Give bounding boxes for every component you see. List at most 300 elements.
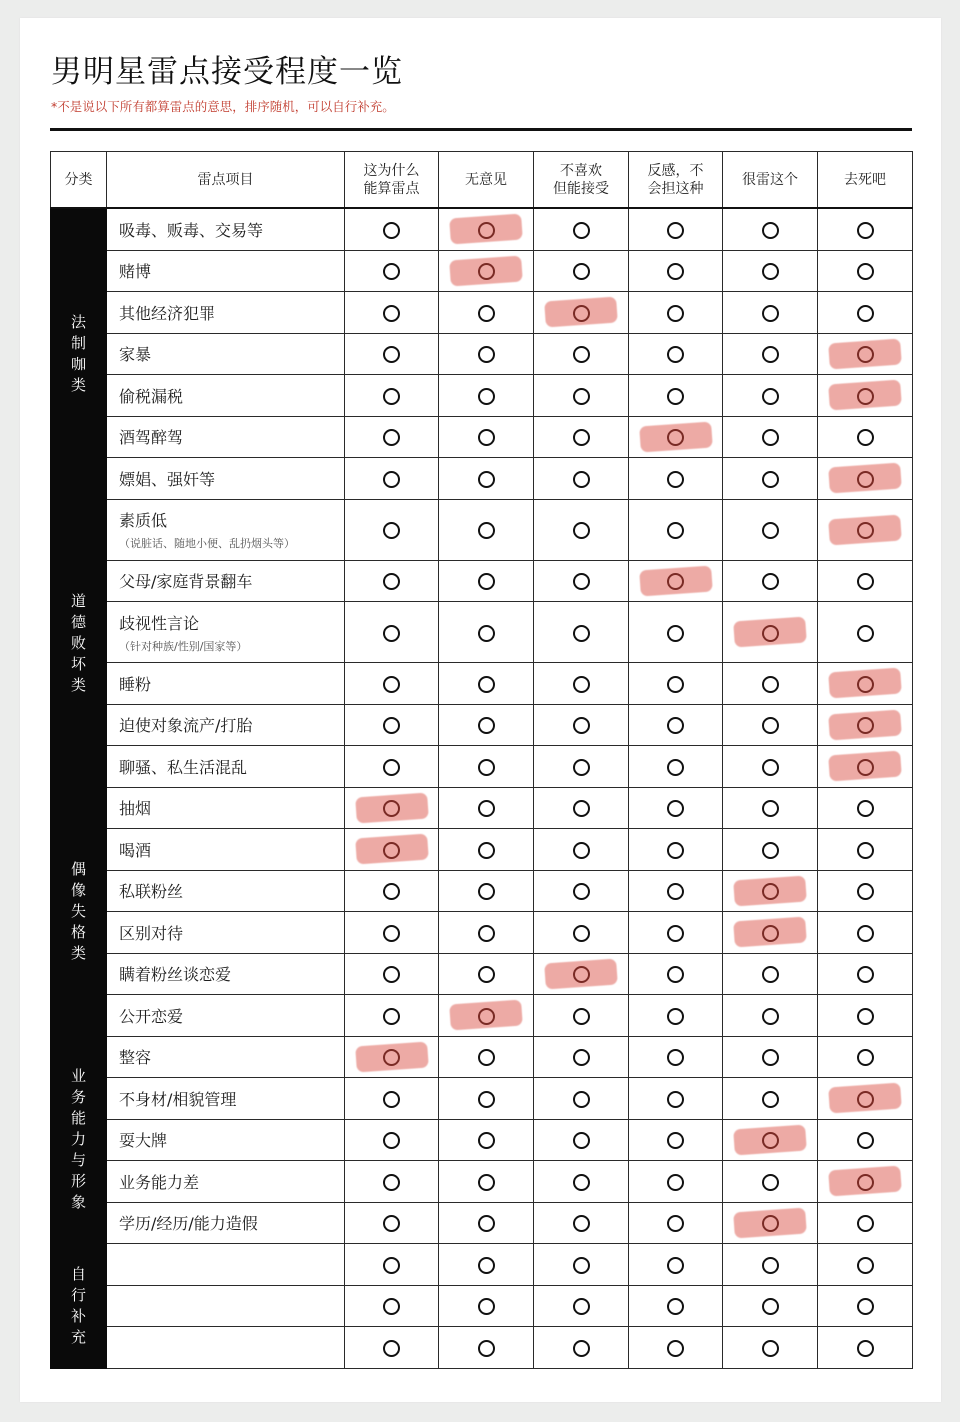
option-cell-very-bad[interactable] <box>723 787 818 829</box>
option-cell-no-opinion[interactable] <box>439 1119 534 1161</box>
option-cell-why[interactable] <box>345 829 439 871</box>
option-cell-dislike-accept[interactable] <box>534 1327 629 1369</box>
radio-circle-icon[interactable] <box>478 1174 495 1191</box>
radio-circle-icon[interactable] <box>478 676 495 693</box>
radio-circle-icon[interactable] <box>667 522 684 539</box>
option-cell-go-die[interactable] <box>818 375 913 417</box>
option-cell-very-bad[interactable] <box>723 704 818 746</box>
radio-circle-icon[interactable] <box>762 842 779 859</box>
radio-circle-icon[interactable] <box>857 1340 874 1357</box>
radio-circle-icon[interactable] <box>667 1008 684 1025</box>
radio-circle-icon[interactable] <box>573 263 590 280</box>
option-cell-why[interactable] <box>345 250 439 292</box>
option-cell-disgust[interactable] <box>629 416 723 458</box>
radio-circle-icon[interactable] <box>857 429 874 446</box>
radio-circle-icon[interactable] <box>478 1008 495 1025</box>
option-cell-why[interactable] <box>345 458 439 500</box>
radio-circle-icon[interactable] <box>478 1049 495 1066</box>
option-cell-why[interactable] <box>345 704 439 746</box>
radio-circle-icon[interactable] <box>857 471 874 488</box>
option-cell-go-die[interactable] <box>818 870 913 912</box>
radio-circle-icon[interactable] <box>667 1340 684 1357</box>
radio-circle-icon[interactable] <box>667 1174 684 1191</box>
radio-circle-icon[interactable] <box>667 1298 684 1315</box>
option-cell-dislike-accept[interactable] <box>534 1119 629 1161</box>
option-cell-very-bad[interactable] <box>723 912 818 954</box>
radio-circle-icon[interactable] <box>573 346 590 363</box>
option-cell-dislike-accept[interactable] <box>534 1202 629 1244</box>
option-cell-why[interactable] <box>345 560 439 602</box>
option-cell-no-opinion[interactable] <box>439 250 534 292</box>
option-cell-why[interactable] <box>345 1327 439 1369</box>
radio-circle-icon[interactable] <box>383 966 400 983</box>
option-cell-very-bad[interactable] <box>723 1078 818 1120</box>
option-cell-dislike-accept[interactable] <box>534 560 629 602</box>
radio-circle-icon[interactable] <box>762 471 779 488</box>
radio-circle-icon[interactable] <box>573 966 590 983</box>
option-cell-disgust[interactable] <box>629 602 723 663</box>
radio-circle-icon[interactable] <box>857 1215 874 1232</box>
radio-circle-icon[interactable] <box>762 676 779 693</box>
radio-circle-icon[interactable] <box>478 1298 495 1315</box>
option-cell-very-bad[interactable] <box>723 208 818 250</box>
radio-circle-icon[interactable] <box>857 522 874 539</box>
radio-circle-icon[interactable] <box>573 573 590 590</box>
option-cell-why[interactable] <box>345 208 439 250</box>
option-cell-no-opinion[interactable] <box>439 1244 534 1286</box>
option-cell-disgust[interactable] <box>629 499 723 560</box>
radio-circle-icon[interactable] <box>762 346 779 363</box>
option-cell-very-bad[interactable] <box>723 1202 818 1244</box>
option-cell-go-die[interactable] <box>818 787 913 829</box>
radio-circle-icon[interactable] <box>383 625 400 642</box>
radio-circle-icon[interactable] <box>762 1049 779 1066</box>
radio-circle-icon[interactable] <box>762 1215 779 1232</box>
radio-circle-icon[interactable] <box>478 925 495 942</box>
option-cell-why[interactable] <box>345 1119 439 1161</box>
radio-circle-icon[interactable] <box>573 1298 590 1315</box>
radio-circle-icon[interactable] <box>383 759 400 776</box>
option-cell-disgust[interactable] <box>629 1244 723 1286</box>
radio-circle-icon[interactable] <box>667 1215 684 1232</box>
radio-circle-icon[interactable] <box>573 305 590 322</box>
option-cell-no-opinion[interactable] <box>439 333 534 375</box>
radio-circle-icon[interactable] <box>667 676 684 693</box>
radio-circle-icon[interactable] <box>383 573 400 590</box>
option-cell-why[interactable] <box>345 333 439 375</box>
option-cell-no-opinion[interactable] <box>439 995 534 1037</box>
radio-circle-icon[interactable] <box>857 717 874 734</box>
option-cell-dislike-accept[interactable] <box>534 1244 629 1286</box>
radio-circle-icon[interactable] <box>383 1132 400 1149</box>
radio-circle-icon[interactable] <box>857 842 874 859</box>
radio-circle-icon[interactable] <box>762 759 779 776</box>
option-cell-disgust[interactable] <box>629 292 723 334</box>
radio-circle-icon[interactable] <box>667 471 684 488</box>
option-cell-no-opinion[interactable] <box>439 870 534 912</box>
option-cell-disgust[interactable] <box>629 870 723 912</box>
radio-circle-icon[interactable] <box>857 676 874 693</box>
option-cell-disgust[interactable] <box>629 995 723 1037</box>
radio-circle-icon[interactable] <box>762 1091 779 1108</box>
option-cell-very-bad[interactable] <box>723 416 818 458</box>
radio-circle-icon[interactable] <box>857 800 874 817</box>
radio-circle-icon[interactable] <box>573 1008 590 1025</box>
option-cell-go-die[interactable] <box>818 1202 913 1244</box>
radio-circle-icon[interactable] <box>478 573 495 590</box>
radio-circle-icon[interactable] <box>383 1298 400 1315</box>
radio-circle-icon[interactable] <box>667 625 684 642</box>
radio-circle-icon[interactable] <box>573 429 590 446</box>
option-cell-dislike-accept[interactable] <box>534 912 629 954</box>
option-cell-go-die[interactable] <box>818 458 913 500</box>
radio-circle-icon[interactable] <box>667 800 684 817</box>
option-cell-why[interactable] <box>345 1202 439 1244</box>
radio-circle-icon[interactable] <box>857 925 874 942</box>
option-cell-why[interactable] <box>345 499 439 560</box>
radio-circle-icon[interactable] <box>857 346 874 363</box>
radio-circle-icon[interactable] <box>857 1298 874 1315</box>
radio-circle-icon[interactable] <box>667 883 684 900</box>
radio-circle-icon[interactable] <box>857 1257 874 1274</box>
option-cell-disgust[interactable] <box>629 333 723 375</box>
option-cell-dislike-accept[interactable] <box>534 458 629 500</box>
radio-circle-icon[interactable] <box>762 1174 779 1191</box>
radio-circle-icon[interactable] <box>573 522 590 539</box>
option-cell-very-bad[interactable] <box>723 292 818 334</box>
option-cell-dislike-accept[interactable] <box>534 787 629 829</box>
option-cell-no-opinion[interactable] <box>439 912 534 954</box>
option-cell-no-opinion[interactable] <box>439 375 534 417</box>
radio-circle-icon[interactable] <box>667 263 684 280</box>
option-cell-very-bad[interactable] <box>723 250 818 292</box>
option-cell-very-bad[interactable] <box>723 1327 818 1369</box>
radio-circle-icon[interactable] <box>857 883 874 900</box>
radio-circle-icon[interactable] <box>573 1257 590 1274</box>
radio-circle-icon[interactable] <box>383 676 400 693</box>
option-cell-why[interactable] <box>345 1078 439 1120</box>
radio-circle-icon[interactable] <box>573 883 590 900</box>
option-cell-dislike-accept[interactable] <box>534 663 629 705</box>
option-cell-disgust[interactable] <box>629 208 723 250</box>
option-cell-very-bad[interactable] <box>723 375 818 417</box>
radio-circle-icon[interactable] <box>573 925 590 942</box>
radio-circle-icon[interactable] <box>667 925 684 942</box>
radio-circle-icon[interactable] <box>667 759 684 776</box>
option-cell-disgust[interactable] <box>629 953 723 995</box>
option-cell-disgust[interactable] <box>629 1327 723 1369</box>
radio-circle-icon[interactable] <box>383 1215 400 1232</box>
option-cell-go-die[interactable] <box>818 1119 913 1161</box>
option-cell-go-die[interactable] <box>818 829 913 871</box>
option-cell-dislike-accept[interactable] <box>534 292 629 334</box>
option-cell-dislike-accept[interactable] <box>534 375 629 417</box>
radio-circle-icon[interactable] <box>478 522 495 539</box>
option-cell-disgust[interactable] <box>629 787 723 829</box>
radio-circle-icon[interactable] <box>383 883 400 900</box>
option-cell-disgust[interactable] <box>629 912 723 954</box>
radio-circle-icon[interactable] <box>857 1132 874 1149</box>
option-cell-why[interactable] <box>345 995 439 1037</box>
option-cell-go-die[interactable] <box>818 912 913 954</box>
radio-circle-icon[interactable] <box>667 966 684 983</box>
option-cell-no-opinion[interactable] <box>439 458 534 500</box>
option-cell-why[interactable] <box>345 602 439 663</box>
option-cell-dislike-accept[interactable] <box>534 829 629 871</box>
option-cell-dislike-accept[interactable] <box>534 602 629 663</box>
radio-circle-icon[interactable] <box>383 263 400 280</box>
option-cell-disgust[interactable] <box>629 250 723 292</box>
option-cell-very-bad[interactable] <box>723 560 818 602</box>
radio-circle-icon[interactable] <box>383 305 400 322</box>
radio-circle-icon[interactable] <box>383 1008 400 1025</box>
radio-circle-icon[interactable] <box>857 263 874 280</box>
radio-circle-icon[interactable] <box>383 1174 400 1191</box>
option-cell-disgust[interactable] <box>629 1202 723 1244</box>
option-cell-disgust[interactable] <box>629 704 723 746</box>
radio-circle-icon[interactable] <box>478 1132 495 1149</box>
option-cell-disgust[interactable] <box>629 375 723 417</box>
option-cell-dislike-accept[interactable] <box>534 208 629 250</box>
option-cell-very-bad[interactable] <box>723 746 818 788</box>
option-cell-no-opinion[interactable] <box>439 1161 534 1203</box>
option-cell-disgust[interactable] <box>629 746 723 788</box>
option-cell-very-bad[interactable] <box>723 1244 818 1286</box>
option-cell-dislike-accept[interactable] <box>534 953 629 995</box>
radio-circle-icon[interactable] <box>478 1340 495 1357</box>
option-cell-go-die[interactable] <box>818 333 913 375</box>
radio-circle-icon[interactable] <box>573 471 590 488</box>
option-cell-dislike-accept[interactable] <box>534 333 629 375</box>
radio-circle-icon[interactable] <box>478 1215 495 1232</box>
option-cell-go-die[interactable] <box>818 250 913 292</box>
radio-circle-icon[interactable] <box>667 842 684 859</box>
radio-circle-icon[interactable] <box>667 222 684 239</box>
option-cell-very-bad[interactable] <box>723 458 818 500</box>
option-cell-go-die[interactable] <box>818 995 913 1037</box>
option-cell-go-die[interactable] <box>818 602 913 663</box>
option-cell-disgust[interactable] <box>629 1078 723 1120</box>
radio-circle-icon[interactable] <box>857 966 874 983</box>
option-cell-very-bad[interactable] <box>723 333 818 375</box>
radio-circle-icon[interactable] <box>573 625 590 642</box>
option-cell-go-die[interactable] <box>818 704 913 746</box>
radio-circle-icon[interactable] <box>762 1132 779 1149</box>
radio-circle-icon[interactable] <box>762 883 779 900</box>
radio-circle-icon[interactable] <box>573 1215 590 1232</box>
option-cell-why[interactable] <box>345 1244 439 1286</box>
radio-circle-icon[interactable] <box>573 1091 590 1108</box>
option-cell-dislike-accept[interactable] <box>534 250 629 292</box>
radio-circle-icon[interactable] <box>762 1257 779 1274</box>
option-cell-why[interactable] <box>345 1036 439 1078</box>
option-cell-dislike-accept[interactable] <box>534 995 629 1037</box>
radio-circle-icon[interactable] <box>478 1257 495 1274</box>
radio-circle-icon[interactable] <box>573 800 590 817</box>
option-cell-go-die[interactable] <box>818 1327 913 1369</box>
radio-circle-icon[interactable] <box>762 429 779 446</box>
radio-circle-icon[interactable] <box>383 1257 400 1274</box>
radio-circle-icon[interactable] <box>478 966 495 983</box>
option-cell-no-opinion[interactable] <box>439 292 534 334</box>
radio-circle-icon[interactable] <box>667 1091 684 1108</box>
option-cell-very-bad[interactable] <box>723 953 818 995</box>
radio-circle-icon[interactable] <box>478 429 495 446</box>
option-cell-dislike-accept[interactable] <box>534 499 629 560</box>
option-cell-dislike-accept[interactable] <box>534 1161 629 1203</box>
radio-circle-icon[interactable] <box>478 346 495 363</box>
option-cell-why[interactable] <box>345 292 439 334</box>
option-cell-disgust[interactable] <box>629 1119 723 1161</box>
option-cell-dislike-accept[interactable] <box>534 1036 629 1078</box>
option-cell-go-die[interactable] <box>818 499 913 560</box>
option-cell-no-opinion[interactable] <box>439 829 534 871</box>
radio-circle-icon[interactable] <box>857 1174 874 1191</box>
option-cell-no-opinion[interactable] <box>439 704 534 746</box>
option-cell-very-bad[interactable] <box>723 1119 818 1161</box>
radio-circle-icon[interactable] <box>573 1340 590 1357</box>
option-cell-why[interactable] <box>345 1161 439 1203</box>
radio-circle-icon[interactable] <box>762 573 779 590</box>
option-cell-very-bad[interactable] <box>723 663 818 705</box>
option-cell-go-die[interactable] <box>818 746 913 788</box>
option-cell-why[interactable] <box>345 912 439 954</box>
option-cell-no-opinion[interactable] <box>439 1036 534 1078</box>
option-cell-go-die[interactable] <box>818 560 913 602</box>
radio-circle-icon[interactable] <box>383 429 400 446</box>
option-cell-go-die[interactable] <box>818 1285 913 1327</box>
radio-circle-icon[interactable] <box>857 625 874 642</box>
option-cell-dislike-accept[interactable] <box>534 704 629 746</box>
option-cell-go-die[interactable] <box>818 292 913 334</box>
option-cell-go-die[interactable] <box>818 953 913 995</box>
option-cell-go-die[interactable] <box>818 663 913 705</box>
radio-circle-icon[interactable] <box>762 717 779 734</box>
option-cell-why[interactable] <box>345 1285 439 1327</box>
radio-circle-icon[interactable] <box>857 388 874 405</box>
radio-circle-icon[interactable] <box>762 1340 779 1357</box>
option-cell-no-opinion[interactable] <box>439 953 534 995</box>
radio-circle-icon[interactable] <box>478 1091 495 1108</box>
radio-circle-icon[interactable] <box>573 1049 590 1066</box>
option-cell-very-bad[interactable] <box>723 499 818 560</box>
radio-circle-icon[interactable] <box>667 1049 684 1066</box>
radio-circle-icon[interactable] <box>383 717 400 734</box>
radio-circle-icon[interactable] <box>383 346 400 363</box>
option-cell-dislike-accept[interactable] <box>534 1078 629 1120</box>
radio-circle-icon[interactable] <box>573 1132 590 1149</box>
radio-circle-icon[interactable] <box>573 842 590 859</box>
radio-circle-icon[interactable] <box>667 1257 684 1274</box>
option-cell-very-bad[interactable] <box>723 1285 818 1327</box>
option-cell-very-bad[interactable] <box>723 995 818 1037</box>
option-cell-go-die[interactable] <box>818 416 913 458</box>
option-cell-disgust[interactable] <box>629 458 723 500</box>
option-cell-why[interactable] <box>345 746 439 788</box>
radio-circle-icon[interactable] <box>857 305 874 322</box>
option-cell-very-bad[interactable] <box>723 1036 818 1078</box>
radio-circle-icon[interactable] <box>383 522 400 539</box>
radio-circle-icon[interactable] <box>762 222 779 239</box>
option-cell-go-die[interactable] <box>818 208 913 250</box>
option-cell-disgust[interactable] <box>629 1285 723 1327</box>
radio-circle-icon[interactable] <box>573 388 590 405</box>
option-cell-no-opinion[interactable] <box>439 1327 534 1369</box>
option-cell-very-bad[interactable] <box>723 1161 818 1203</box>
radio-circle-icon[interactable] <box>762 1298 779 1315</box>
radio-circle-icon[interactable] <box>857 1008 874 1025</box>
radio-circle-icon[interactable] <box>478 625 495 642</box>
radio-circle-icon[interactable] <box>667 305 684 322</box>
option-cell-no-opinion[interactable] <box>439 746 534 788</box>
radio-circle-icon[interactable] <box>762 625 779 642</box>
radio-circle-icon[interactable] <box>478 471 495 488</box>
radio-circle-icon[interactable] <box>857 573 874 590</box>
radio-circle-icon[interactable] <box>667 346 684 363</box>
radio-circle-icon[interactable] <box>762 966 779 983</box>
radio-circle-icon[interactable] <box>383 388 400 405</box>
option-cell-no-opinion[interactable] <box>439 208 534 250</box>
option-cell-why[interactable] <box>345 870 439 912</box>
radio-circle-icon[interactable] <box>857 1049 874 1066</box>
option-cell-very-bad[interactable] <box>723 829 818 871</box>
radio-circle-icon[interactable] <box>762 522 779 539</box>
radio-circle-icon[interactable] <box>857 1091 874 1108</box>
option-cell-disgust[interactable] <box>629 829 723 871</box>
option-cell-disgust[interactable] <box>629 560 723 602</box>
option-cell-no-opinion[interactable] <box>439 1285 534 1327</box>
option-cell-disgust[interactable] <box>629 1161 723 1203</box>
radio-circle-icon[interactable] <box>478 759 495 776</box>
option-cell-why[interactable] <box>345 953 439 995</box>
option-cell-dislike-accept[interactable] <box>534 870 629 912</box>
option-cell-why[interactable] <box>345 787 439 829</box>
radio-circle-icon[interactable] <box>762 263 779 280</box>
radio-circle-icon[interactable] <box>478 717 495 734</box>
radio-circle-icon[interactable] <box>857 759 874 776</box>
radio-circle-icon[interactable] <box>573 717 590 734</box>
radio-circle-icon[interactable] <box>383 1091 400 1108</box>
radio-circle-icon[interactable] <box>667 388 684 405</box>
radio-circle-icon[interactable] <box>667 1132 684 1149</box>
option-cell-go-die[interactable] <box>818 1244 913 1286</box>
radio-circle-icon[interactable] <box>573 1174 590 1191</box>
option-cell-very-bad[interactable] <box>723 602 818 663</box>
radio-circle-icon[interactable] <box>762 1008 779 1025</box>
radio-circle-icon[interactable] <box>383 925 400 942</box>
radio-circle-icon[interactable] <box>573 222 590 239</box>
radio-circle-icon[interactable] <box>383 1340 400 1357</box>
option-cell-no-opinion[interactable] <box>439 602 534 663</box>
option-cell-no-opinion[interactable] <box>439 499 534 560</box>
option-cell-no-opinion[interactable] <box>439 663 534 705</box>
radio-circle-icon[interactable] <box>762 800 779 817</box>
radio-circle-icon[interactable] <box>383 471 400 488</box>
option-cell-disgust[interactable] <box>629 663 723 705</box>
option-cell-why[interactable] <box>345 375 439 417</box>
radio-circle-icon[interactable] <box>478 222 495 239</box>
radio-circle-icon[interactable] <box>383 842 400 859</box>
option-cell-dislike-accept[interactable] <box>534 746 629 788</box>
option-cell-no-opinion[interactable] <box>439 787 534 829</box>
radio-circle-icon[interactable] <box>478 388 495 405</box>
option-cell-dislike-accept[interactable] <box>534 416 629 458</box>
radio-circle-icon[interactable] <box>478 842 495 859</box>
radio-circle-icon[interactable] <box>762 305 779 322</box>
option-cell-go-die[interactable] <box>818 1078 913 1120</box>
radio-circle-icon[interactable] <box>667 717 684 734</box>
radio-circle-icon[interactable] <box>573 676 590 693</box>
